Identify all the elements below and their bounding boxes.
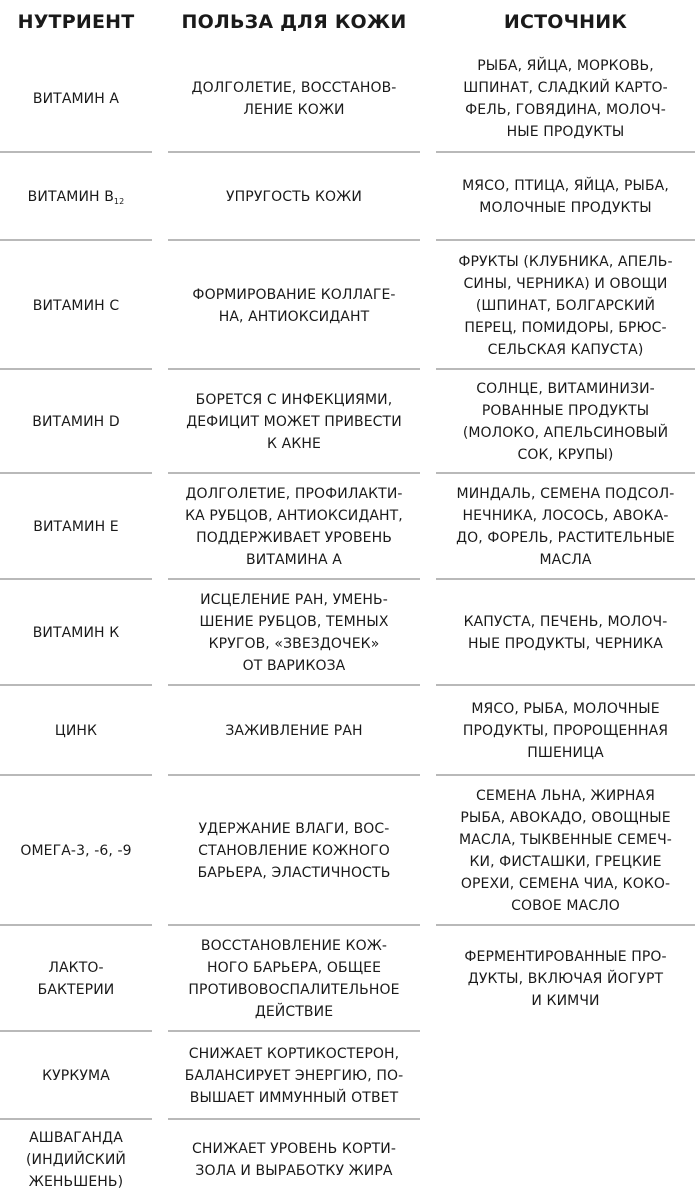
source-cell: РЫБА, ЯЙЦА, МОРКОВЬ, ШПИНАТ, СЛАДКИЙ КАРТО- ФЕЛЬ, ГОВЯДИНА, МОЛОЧ- НЫЕ ПРОДУКТЫ	[463, 57, 668, 140]
benefit-cell: ФОРМИРОВАНИЕ КОЛЛАГЕ- НА, АНТИОКСИДАНТ	[192, 286, 396, 325]
table-row	[0, 1032, 695, 1120]
nutrient-subscript: 12	[113, 197, 125, 206]
table-row	[0, 474, 695, 580]
table-row	[0, 686, 695, 776]
source-cell	[436, 1120, 695, 1200]
table-row	[0, 926, 695, 1032]
source-cell: ФРУКТЫ (КЛУБНИКА, АПЕЛЬ- СИНЫ, ЧЕРНИКА) И ОВОЩИ (ШПИНАТ, БОЛГАРСКИЙ ПЕРЕЦ, ПОМИДОРЫ, БРЮС- СЕЛЬСКАЯ КАПУСТА)	[458, 253, 673, 358]
nutrient-cell: ЦИНК	[54, 723, 98, 739]
source-cell: ФЕРМЕНТИРОВАННЫЕ ПРО- ДУКТЫ, ВКЛЮЧАЯ ЙОГУРТ И КИМЧИ	[464, 949, 667, 1009]
nutrient-cell: ВИТАМИН Е	[33, 519, 119, 535]
table-row	[0, 241, 695, 370]
header-nutrient: НУТРИЕНТ	[17, 11, 135, 33]
nutrient-cell: ЛАКТО- БАКТЕРИИ	[37, 960, 115, 998]
source-cell: МЯСО, РЫБА, МОЛОЧНЫЕ ПРОДУКТЫ, ПРОРОЩЕННАЯ ПШЕНИЦА	[462, 701, 669, 761]
benefit-cell: УПРУГОСТЬ КОЖИ	[226, 189, 362, 205]
benefit-cell: ДОЛГОЛЕТИЕ, ПРОФИЛАКТИ- КА РУБЦОВ, АНТИОКСИДАНТ, ПОДДЕРЖИВАЕТ УРОВЕНЬ ВИТАМИНА А	[185, 486, 403, 568]
nutrient-cell: ОМЕГА-3, -6, -9	[20, 843, 132, 859]
source-cell: КАПУСТА, ПЕЧЕНЬ, МОЛОЧ- НЫЕ ПРОДУКТЫ, ЧЕРНИКА	[463, 614, 668, 652]
header-source: ИСТОЧНИК	[503, 11, 628, 33]
benefit-cell: ВОССТАНОВЛЕНИЕ КОЖ- НОГО БАРЬЕРА, ОБЩЕЕ ПРОТИВОВОСПАЛИТЕЛЬНОЕ ДЕЙСТВИЕ	[188, 938, 400, 1020]
benefit-cell: ДОЛГОЛЕТИЕ, ВОССТАНОВ- ЛЕНИЕ КОЖИ	[191, 79, 397, 118]
source-cell	[436, 1032, 695, 1120]
table-row	[0, 44, 695, 153]
nutrient-cell	[0, 153, 152, 241]
nutrient-cell: ВИТАМИН А	[32, 90, 120, 107]
source-cell: МЯСО, ПТИЦА, ЯЙЦА, РЫБА, МОЛОЧНЫЕ ПРОДУКТЫ	[462, 178, 669, 216]
table-header-row	[0, 0, 695, 44]
nutrient-label: ВИТАМИН В	[27, 189, 114, 205]
table-row	[0, 776, 695, 926]
table-row	[0, 153, 695, 241]
nutrient-cell: ВИТАМИН К	[32, 625, 120, 641]
benefit-cell: ИСЦЕЛЕНИЕ РАН, УМЕНЬ- ШЕНИЕ РУБЦОВ, ТЕМНЫХ КРУГОВ, «ЗВЕЗДОЧЕК» ОТ ВАРИКОЗА	[199, 592, 389, 674]
nutrient-cell: КУРКУМА	[42, 1068, 110, 1084]
nutrient-cell: ВИТАМИН D	[32, 414, 120, 430]
header-benefit: ПОЛЬЗА ДЛЯ КОЖИ	[181, 11, 407, 33]
benefit-cell: СНИЖАЕТ КОРТИКОСТЕРОН, БАЛАНСИРУЕТ ЭНЕРГИЮ, ПО- ВЫШАЕТ ИММУННЫЙ ОТВЕТ	[184, 1046, 404, 1106]
benefit-cell: ЗАЖИВЛЕНИЕ РАН	[225, 723, 363, 739]
source-cell: СОЛНЦЕ, ВИТАМИНИЗИ- РОВАННЫЕ ПРОДУКТЫ (МОЛОКО, АПЕЛЬСИНОВЫЙ СОК, КРУПЫ)	[462, 381, 669, 463]
benefit-cell: БОРЕТСЯ С ИНФЕКЦИЯМИ, ДЕФИЦИТ МОЖЕТ ПРИВЕСТИ К АКНЕ	[186, 392, 402, 452]
source-cell: СЕМЕНА ЛЬНА, ЖИРНАЯ РЫБА, АВОКАДО, ОВОЩНЫЕ МАСЛА, ТЫКВЕННЫЕ СЕМЕЧ- КИ, ФИСТАШКИ, ГРЕЦКИЕ ОРЕХИ, СЕМЕНА ЧИА, КОКО- СОВОЕ МАСЛО	[459, 788, 672, 914]
source-cell: МИНДАЛЬ, СЕМЕНА ПОДСОЛ- НЕЧНИКА, ЛОСОСЬ, АВОКА- ДО, ФОРЕЛЬ, РАСТИТЕЛЬНЫЕ МАСЛА	[456, 486, 675, 568]
nutrient-cell: АШВАГАНДА (ИНДИЙСКИЙ ЖЕНЬШЕНЬ)	[25, 1130, 126, 1190]
table-row	[0, 370, 695, 474]
table-row	[0, 580, 695, 686]
table-row	[0, 1120, 695, 1200]
nutrient-cell: ВИТАМИН С	[32, 297, 120, 314]
benefit-cell: СНИЖАЕТ УРОВЕНЬ КОРТИ- ЗОЛА И ВЫРАБОТКУ ЖИРА	[192, 1141, 396, 1179]
benefit-cell: УДЕРЖАНИЕ ВЛАГИ, ВОС- СТАНОВЛЕНИЕ КОЖНОГО БАРЬЕРА, ЭЛАСТИЧНОСТЬ	[197, 821, 391, 881]
